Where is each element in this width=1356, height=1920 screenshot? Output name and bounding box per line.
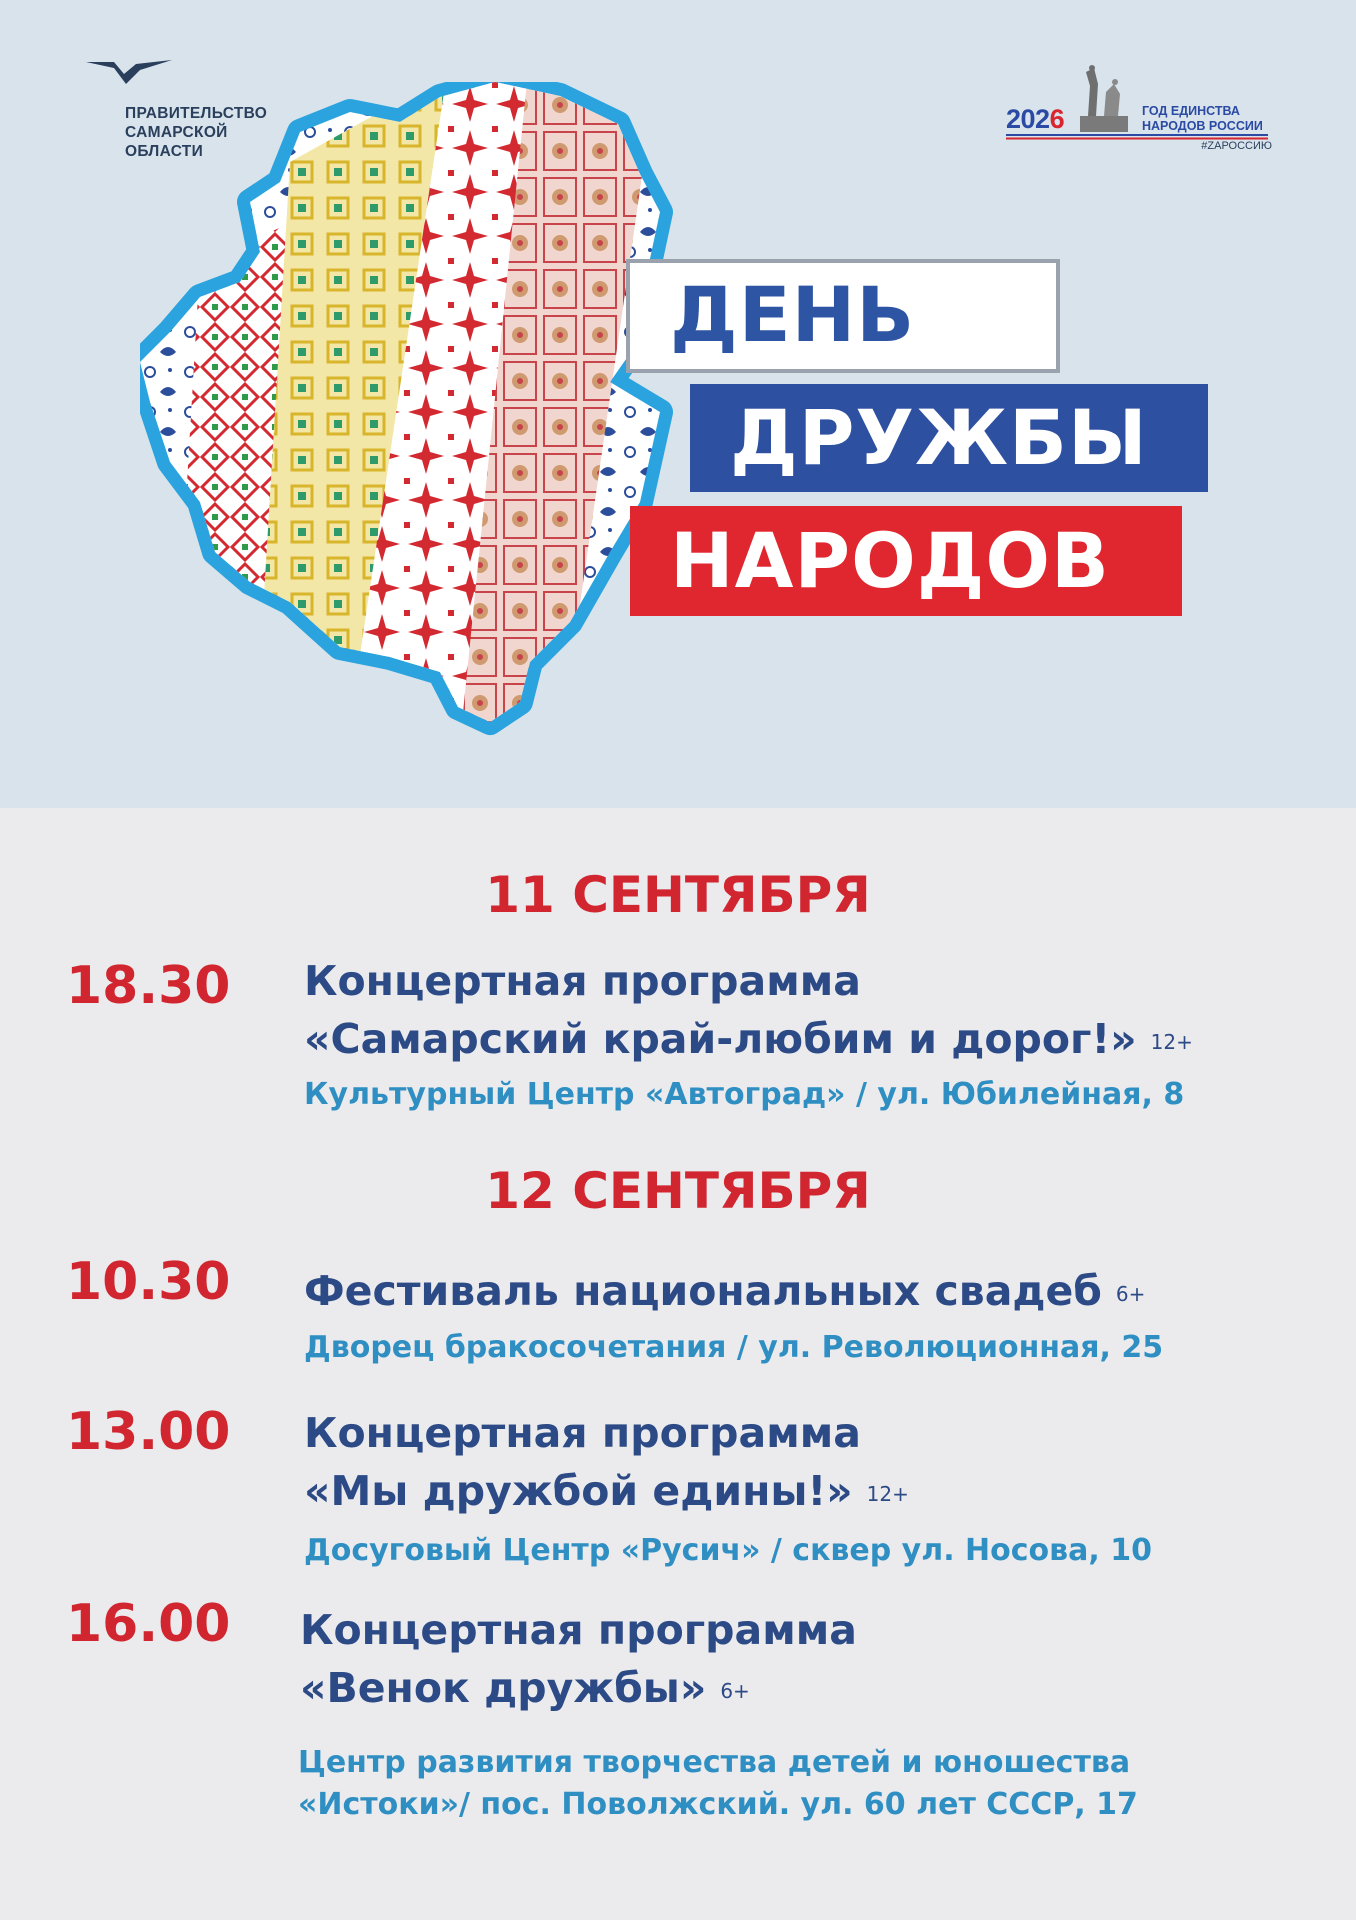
event-title-line (304, 1010, 1193, 1071)
event-title-text: «Мы дружбой едины!» (304, 1467, 853, 1515)
title-line-friendship: ДРУЖБЫ (690, 384, 1208, 492)
event-place (304, 1327, 1163, 1369)
year-suffix: 6 (1049, 104, 1065, 134)
year-number (1006, 104, 1064, 135)
event-place-line: Дворец бракосочетания / ул. Революционная, 25 (304, 1330, 1164, 1365)
event-title-text: «Венок дружбы» (300, 1664, 707, 1712)
date-heading: 11 СЕНТЯБРЯ (485, 866, 871, 924)
event-place-line: Центр развития творчества детей и юношества (298, 1745, 1131, 1780)
gov-line: ПРАВИТЕЛЬСТВО (125, 105, 268, 122)
event-time: 13.00 (66, 1402, 231, 1462)
gov-line: САМАРСКОЙ (125, 124, 228, 141)
gov-line: ОБЛАСТИ (125, 143, 204, 160)
event-title-line (300, 1659, 857, 1720)
year-title (1142, 104, 1263, 134)
date-heading: 12 СЕНТЯБРЯ (485, 1162, 871, 1220)
event-title (304, 1262, 1145, 1323)
event-place (298, 1742, 1138, 1826)
event-title-text: Фестиваль национальных свадеб (304, 1267, 1102, 1315)
year-of-unity-logo (1006, 64, 1276, 156)
event-title (304, 1404, 909, 1523)
event-place-line: Досуговый Центр «Русич» / сквер ул. Носова, 10 (304, 1533, 1152, 1568)
event-title (304, 952, 1193, 1071)
year-title-line: ГОД ЕДИНСТВА (1142, 104, 1240, 118)
event-title-line (304, 1462, 909, 1523)
event-title-line (304, 1262, 1145, 1323)
age-rating: 12+ (1150, 1030, 1193, 1054)
year-title-line: НАРОДОВ РОССИИ (1142, 119, 1263, 133)
year-prefix: 202 (1006, 104, 1050, 134)
age-rating: 12+ (866, 1482, 909, 1506)
event-time: 10.30 (66, 1252, 231, 1312)
monument-icon (1074, 64, 1134, 134)
event-place-line: «Истоки»/ пос. Поволжский. ул. 60 лет СССР, 17 (298, 1787, 1138, 1822)
samara-region-ornament-map (140, 82, 700, 762)
title-line-peoples: НАРОДОВ (630, 506, 1182, 616)
event-title-line: Концертная программа (300, 1606, 857, 1654)
event-title-text: «Самарский край-любим и дорог!» (304, 1015, 1137, 1063)
event-title (300, 1601, 857, 1720)
event-time: 18.30 (66, 956, 231, 1016)
event-place-line: Культурный Центр «Автоград» / ул. Юбилейная, 8 (304, 1077, 1185, 1112)
event-time: 16.00 (66, 1594, 231, 1654)
title-line-day: ДЕНЬ (626, 259, 1060, 373)
event-title-line: Концертная программа (304, 1409, 861, 1457)
event-place (304, 1074, 1184, 1116)
hashtag: #ZAРОССИЮ (1201, 140, 1272, 152)
event-title-line: Концертная программа (304, 957, 861, 1005)
age-rating: 6+ (720, 1679, 750, 1703)
age-rating: 6+ (1115, 1282, 1146, 1306)
event-place (304, 1530, 1152, 1572)
